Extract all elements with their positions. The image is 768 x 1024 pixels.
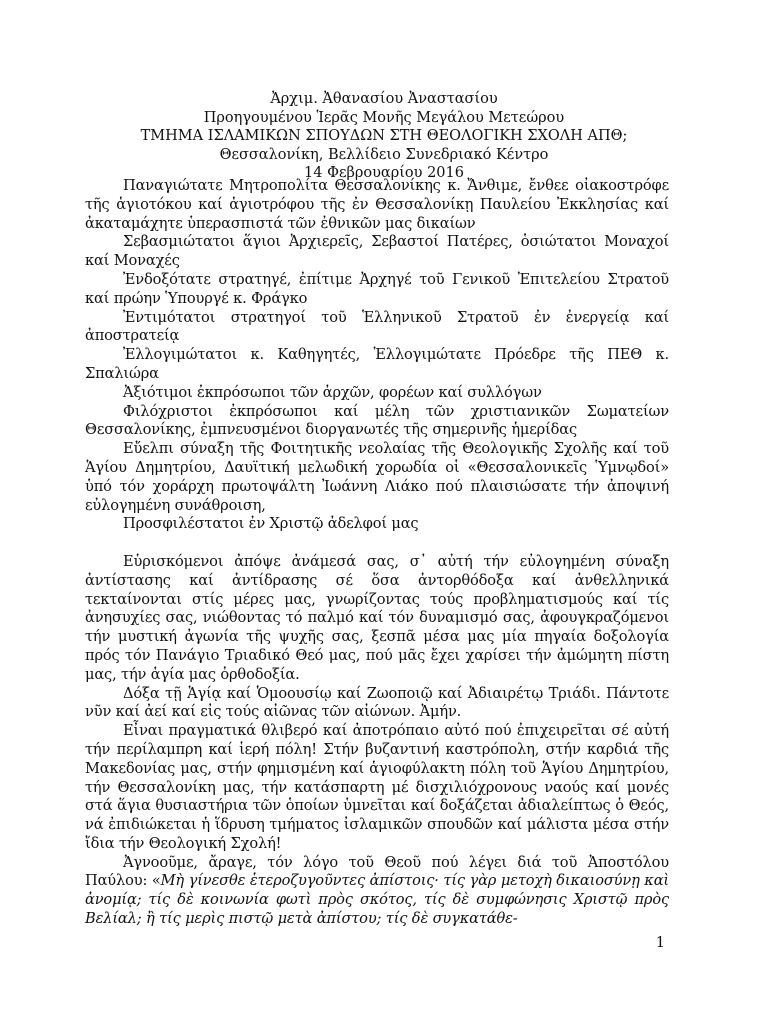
scripture-quote: Μὴ γίνεσθε ἑτεροζυγοῦντες ἀπίστοις· τίς γὰρ μετοχὴ δικαιοσύνῃ καὶ ἀνομίᾳ; τίς δὲ κοινωνία φωτὶ πρὸς σκότος, τίς δὲ συμφώνησις Χριστῷ πρὸς Βελίαλ; ἢ τίς μερὶς πιστῷ μετὰ ἀπίστου; τίς δὲ συγκατάθε- <box>85 872 669 928</box>
paragraph: Προσφιλέστατοι ἐν Χριστῷ ἀδελφοί μας <box>123 515 419 533</box>
paragraph: Εὑρισκόμενοι ἀπόψε ἀνάμεσά σας, σ᾽ αὐτή τήν εὐλογημένη σύναξη ἀντίστασης καί ἀντίδρασης σέ ὅσα ἀντορθόδοξα καί ἀνθελληνικά τεκταίνονται στίς μέρες μας, γνωρίζοντας τούς προβληματισμούς καί τίς ἀνησυχίες σας, νιώθοντας τό παλμό καί τόν δυναμισμό σας, ἀφουγκραζόμενοι τήν μυστική ἀγωνία τῆς ψυχῆς σας, ξεσπᾶ μέσα μας μία πηγαία δοξολογία πρός τόν Πανάγιο Τριαδικό Θεό μας, πού μᾶς ἔχει χαρίσει τήν ἀμώμητη πίστη μας, τήν ἁγία μας ὀρθοδοξία. <box>85 552 669 683</box>
paragraph: Σεβασμιώτατοι ἅγιοι Ἀρχιερεῖς, Σεβαστοί Πατέρες, ὁσιώτατοι Μοναχοί καί Μοναχές <box>85 233 669 270</box>
place-line: Θεσσαλονίκη, Βελλίδειο Συνεδριακό Κέντρο <box>219 146 549 163</box>
document-header <box>0 90 768 183</box>
paragraph: Δόξα τῇ Ἁγίᾳ καί Ὁμοουσίῳ καί Ζωοποιῷ καί Ἀδιαιρέτῳ Τριάδι. Πάντοτε νῦν καί ἀεί καί εἰς τούς αἰῶνας τῶν αἰώνων. Ἀμήν. <box>85 684 669 721</box>
role-line: Προηγουμένου Ἱερᾶς Μονῆς Μεγάλου Μετεώρου <box>203 109 565 126</box>
paragraph-with-quote <box>85 854 669 929</box>
paragraph: Ἐλλογιμώτατοι κ. Καθηγητές, Ἐλλογιμώτατε Πρόεδρε τῆς ΠΕΘ κ. Σπαλιώρα <box>85 346 669 382</box>
date-line: 14 Φεβρουαρίου 2016 <box>304 165 464 181</box>
quote-lead: Ἀγνοοῦμε, ἄραγε, τόν λόγο τοῦ Θεοῦ πού λέγει διά τοῦ Ἀποστόλου Παύλου: « <box>85 853 669 890</box>
paragraph: Εὔελπι σύναξη τῆς Φοιτητικῆς νεολαίας τῆς Θεολογικῆς Σχολῆς καί τοῦ Ἁγίου Δημητρίου, Δαυϊτική μελωδική χορωδία οἱ «Θεσσαλονικεῖς Ὑμνῳδοί» ὑπό τόν χοράρχη πρωτοψάλτη Ἰωάννη Λιάκο πού πλαισιώσατε τήν ἀποψινή εὐλογημένη συνάθροιση, <box>85 440 669 514</box>
paragraph: Ἀξιότιμοι ἐκπρόσωποι τῶν ἀρχῶν, φορέων καί συλλόγων <box>123 383 542 401</box>
page-number: 1 <box>655 935 665 951</box>
paragraph: Ἐνδοξότατε στρατηγέ, ἐπίτιμε Ἀρχηγέ τοῦ Γενικοῦ Ἐπιτελείου Στρατοῦ καί πρώην Ὑπουργέ κ. Φράγκο <box>85 270 669 307</box>
paragraph: Φιλόχριστοι ἐκπρόσωποι καί μέλη τῶν χριστιανικῶν Σωματείων Θεσσαλονίκης, ἐμπνευσμένοι διοργανωτές τῆς σημερινῆς ἡμερίδας <box>85 402 669 439</box>
document-body <box>85 177 669 929</box>
paragraph: Παναγιώτατε Μητροπολίτα Θεσσαλονίκης κ. Ἄνθιμε, ἔνθεε οἰακοστρόφε τῆς ἁγιοτόκου καί ἁγιοτρόφου τῆς ἐν Θεσσαλονίκῃ Παυλείου Ἐκκλησίας καί ἀκαταμάχητε ὑπερασπιστά τῶν ἐθνικῶν μας δικαίων <box>85 177 669 232</box>
document-title: ΤΜΗΜΑ ΙΣΛΑΜΙΚΩΝ ΣΠΟΥΔΩΝ ΣΤΗ ΘΕΟΛΟΓΙΚΗ ΣΧΟΛΗ ΑΠΘ; <box>140 128 628 144</box>
author-line: Ἀρχιμ. Ἀθανασίου Ἀναστασίου <box>270 91 498 107</box>
paragraph: Εἶναι πραγματικά θλιβερό καί ἀποτρόπαιο αὐτό πού ἐπιχειρεῖται σέ αὐτή τήν περίλαμπρη καί ἱερή πόλη! Στήν βυζαντινή καστρόπολη, στήν καρδιά τῆς Μακεδονίας μας, στήν φημισμένη καί ἁγιοφύλακτη πόλη τοῦ Ἁγίου Δημητρίου, τήν Θεσσαλονίκη μας, τήν κατάσπαρτη μέ δισχιλιόχρονους ναούς καί μονές στά ἅγια θυσιαστήρια τῶν ὁποίων ὑμνεῖται καί δοξάζεται ἀδιαλείπτως ὁ Θεός, νά ἐπιδιώκεται ἡ ἵδρυση τμήματος ἰσλαμικῶν σπουδῶν καί μάλιστα μέσα στήν ἴδια τήν Θεολογική Σχολή! <box>85 722 669 852</box>
paragraph: Ἐντιμότατοι στρατηγοί τοῦ Ἑλληνικοῦ Στρατοῦ ἐν ἐνεργείᾳ καί ἀποστρατείᾳ <box>85 308 669 345</box>
